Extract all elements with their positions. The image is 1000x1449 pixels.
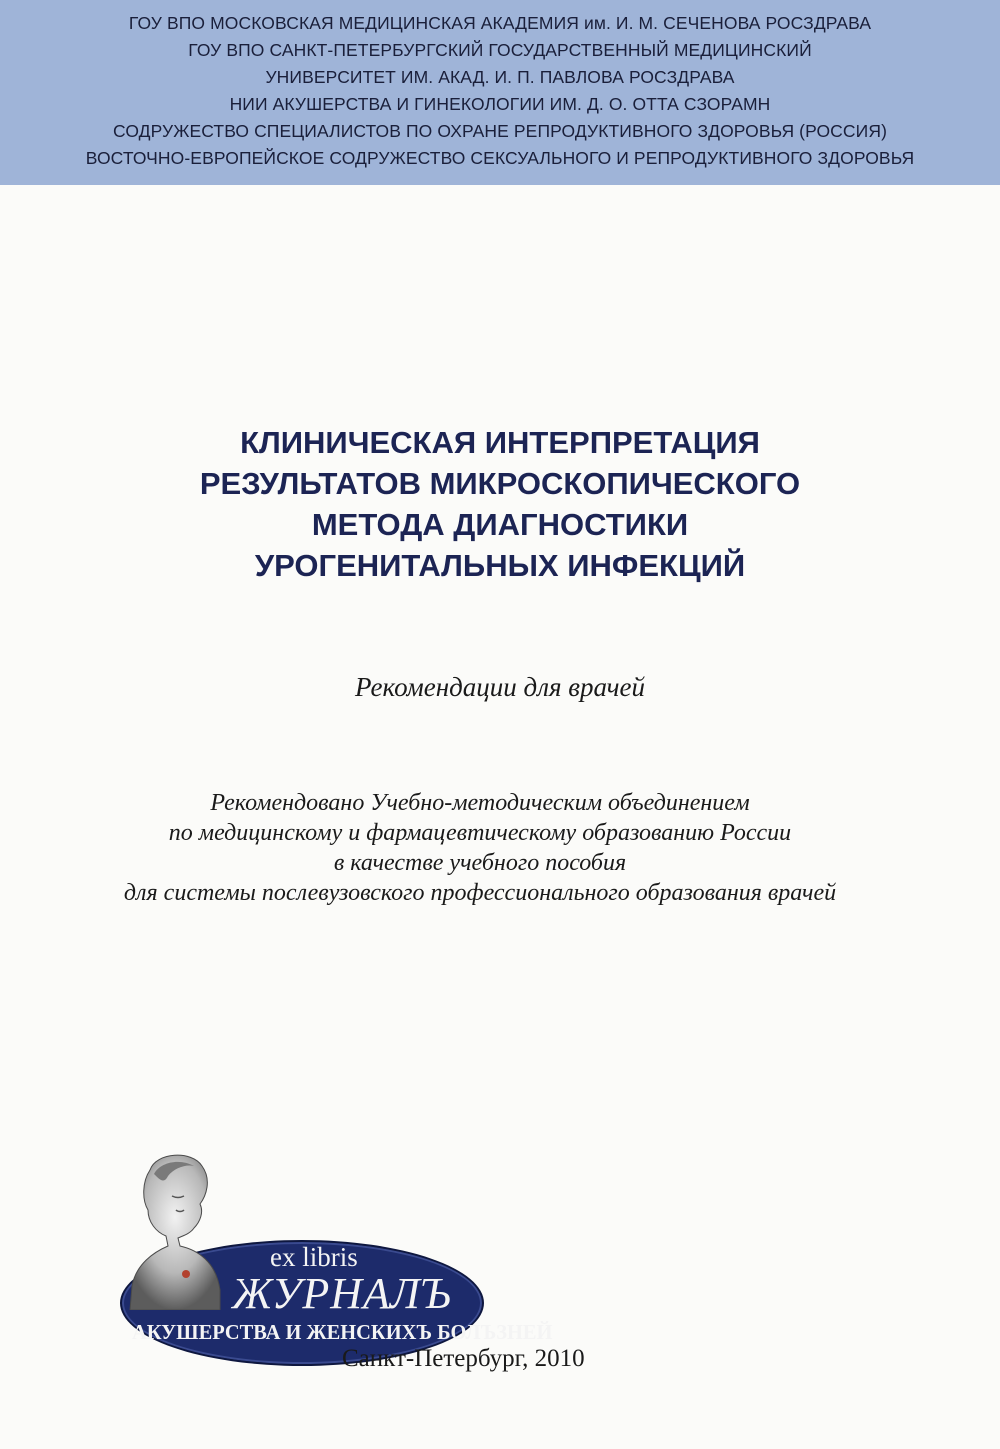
recommendation-line: в качестве учебного пособия xyxy=(333,850,627,876)
recommendation-text xyxy=(0,788,960,908)
institutions-band xyxy=(0,0,1000,185)
logo-journal-name: ЖУРНАЛЪ xyxy=(232,1269,452,1318)
recommendation-line: по медицинскому и фармацевтическому образованию России xyxy=(168,820,792,846)
title-line: РЕЗУЛЬТАТОВ МИКРОСКОПИЧЕСКОГО xyxy=(199,466,801,501)
book-title xyxy=(0,422,1000,586)
recommendation-line: для системы послевузовского профессионального образования врачей xyxy=(123,880,837,906)
logo-ex-libris: ex libris xyxy=(270,1242,358,1272)
recommendation-line: Рекомендовано Учебно-методическим объединением xyxy=(210,790,750,816)
publication-place-year: Санкт-Петербург, 2010 xyxy=(342,1345,585,1372)
institution-line: НИИ АКУШЕРСТВА И ГИНЕКОЛОГИИ ИМ. Д. О. ОТТА СЗОРАМН xyxy=(229,94,771,114)
institution-line: СОДРУЖЕСТВО СПЕЦИАЛИСТОВ ПО ОХРАНЕ РЕПРОДУКТИВНОГО ЗДОРОВЬЯ (РОССИЯ) xyxy=(112,121,888,141)
institution-line: УНИВЕРСИТЕТ ИМ. АКАД. И. П. ПАВЛОВА РОСЗДРАВА xyxy=(265,67,735,87)
institution-line: ВОСТОЧНО-ЕВРОПЕЙСКОЕ СОДРУЖЕСТВО СЕКСУАЛЬНОГО И РЕПРОДУКТИВНОГО ЗДОРОВЬЯ xyxy=(85,148,915,168)
institutions-list xyxy=(0,10,1000,172)
title-line: УРОГЕНИТАЛЬНЫХ ИНФЕКЦИЙ xyxy=(254,548,746,583)
institution-line: ГОУ ВПО САНКТ-ПЕТЕРБУРГСКИЙ ГОСУДАРСТВЕННЫЙ МЕДИЦИНСКИЙ xyxy=(188,40,812,60)
institution-line: ГОУ ВПО МОСКОВСКАЯ МЕДИЦИНСКАЯ АКАДЕМИЯ им. И. М. СЕЧЕНОВА РОСЗДРАВА xyxy=(128,13,872,33)
book-subtitle: Рекомендации для врачей xyxy=(354,672,646,702)
logo-journal-subtitle: АКУШЕРСТВА И ЖЕНСКИХЪ БОЛЪЗНЕЙ xyxy=(132,1320,553,1344)
bust-sculpture-icon xyxy=(120,1150,230,1310)
title-line: МЕТОДА ДИАГНОСТИКИ xyxy=(311,507,689,542)
title-line: КЛИНИЧЕСКАЯ ИНТЕРПРЕТАЦИЯ xyxy=(240,425,760,460)
